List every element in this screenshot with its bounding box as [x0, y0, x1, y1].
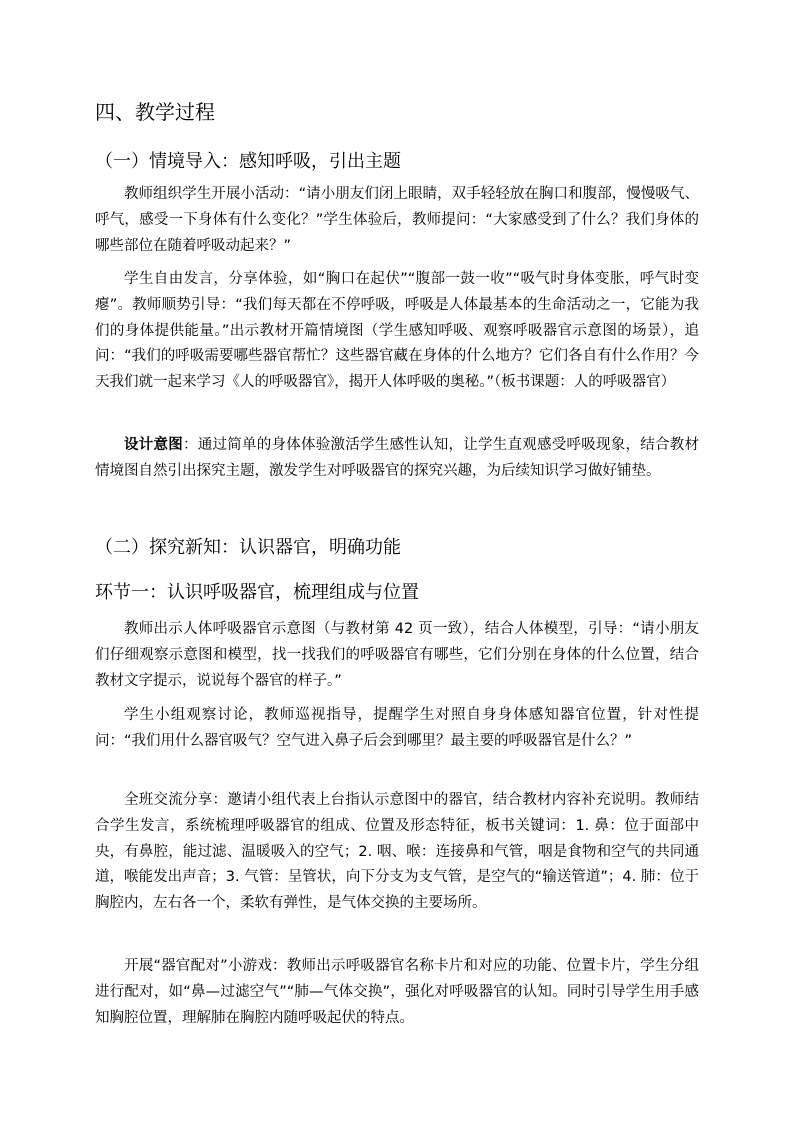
design-intent-paragraph — [95, 433, 699, 485]
part2-paragraph-3: 全班交流分享：邀请小组代表上台指认示意图中的器官，结合教材内容补充说明。教师结合学生发言，系统梳理呼吸器官的组成、位置及形态特征，板书关键词：1. 鼻：位于面部中央，有鼻腔，能过滤、温暖吸入的空气；2. 咽、喉：连接鼻和气管，咽是食物和空气的共同通道，喉能发出声音；3. 气管：呈管状，向下分支为支气管，是空气的“输送管道”；4. 肺：位于胸腔内，左右各一个，柔软有弹性，是气体交换的主要场所。 — [95, 792, 699, 912]
part2-paragraph-4: 开展“器官配对”小游戏：教师出示呼吸器官名称卡片和对应的功能、位置卡片，学生分组进行配对，如“鼻—过滤空气”“肺—气体交换”，强化对呼吸器官的认知。同时引导学生用手感知胸腔位置，理解肺在胸腔内随呼吸起伏的特点。 — [95, 958, 699, 1026]
part1-heading: （一）情境导入：感知呼吸，引出主题 — [95, 151, 401, 172]
step1-heading: 环节一：认识呼吸器官，梳理组成与位置 — [95, 582, 419, 603]
part1-paragraph-1: 教师组织学生开展小活动：“请小朋友们闭上眼睛，双手轻轻放在胸口和腹部，慢慢吸气、呼气，感受一下身体有什么变化？”学生体验后，教师提问：“大家感受到了什么？我们身体的哪些部位在随着呼吸动起来？” — [95, 186, 699, 254]
part2-paragraph-1: 教师出示人体呼吸器官示意图（与教材第 42 页一致），结合人体模型，引导：“请小朋友们仔细观察示意图和模型，找一找我们的呼吸器官有哪些，它们分别在身体的什么位置，结合教材文字提示，说说每个器官的样子。” — [95, 621, 699, 689]
section-title: 四、教学过程 — [95, 100, 215, 124]
part2-heading: （二）探究新知：认识器官，明确功能 — [95, 537, 401, 558]
part2-paragraph-2: 学生小组观察讨论，教师巡视指导，提醒学生对照自身身体感知器官位置，针对性提问：“我们用什么器官吸气？空气进入鼻子后会到哪里？最主要的呼吸器官是什么？” — [95, 707, 699, 749]
part1-paragraph-2: 学生自由发言，分享体验，如“胸口在起伏”“腹部一鼓一收”“吸气时身体变胀，呼气时变瘪”。教师顺势引导：“我们每天都在不停呼吸，呼吸是人体最基本的生命活动之一，它能为我们的身体提供能量。”出示教材开篇情境图（学生感知呼吸、观察呼吸器官示意图的场景），追问：“我们的呼吸需要哪些器官帮忙？这些器官藏在身体的什么地方？它们各自有什么作用？今天我们就一起来学习《人的呼吸器官》，揭开人体呼吸的奥秘。”（板书课题：人的呼吸器官） — [95, 271, 699, 391]
design-intent-label: 设计意图 — [124, 437, 183, 453]
design-intent-text: ：通过简单的身体体验激活学生感性认知，让学生直观感受呼吸现象，结合教材情境图自然引出探究主题，激发学生对呼吸器官的探究兴趣，为后续知识学习做好铺垫。 — [95, 437, 699, 479]
